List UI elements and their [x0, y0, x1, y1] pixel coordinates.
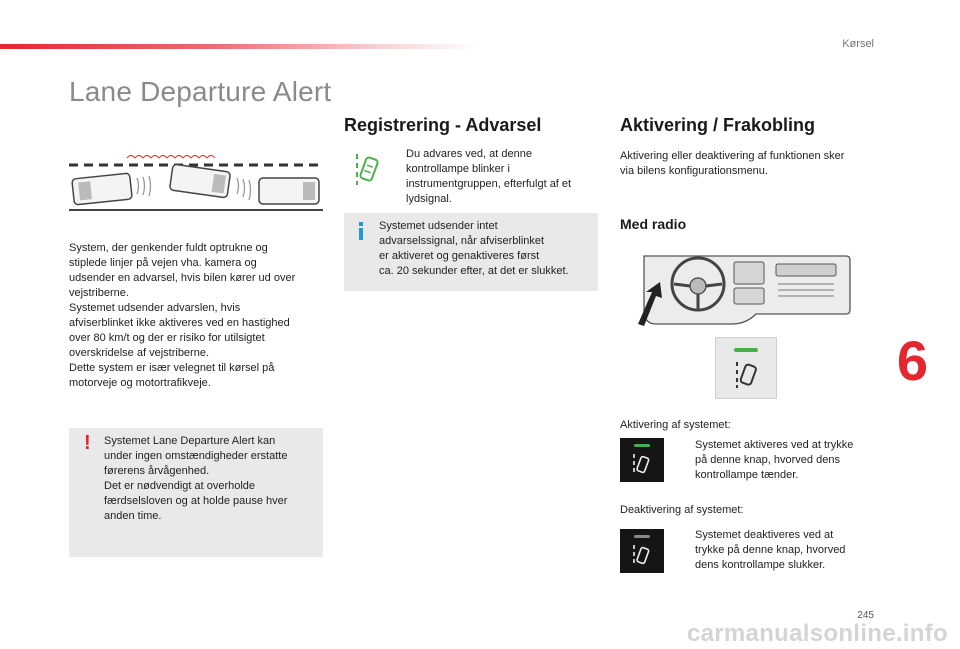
text-line: kontrollampe blinker i: [406, 163, 510, 175]
text-line: dens kontrollampe slukker.: [695, 559, 826, 571]
text-line: Du advares ved, at denne: [406, 148, 532, 160]
page-title: Lane Departure Alert: [69, 76, 332, 107]
text-line: ca. 20 sekunder efter, at det er slukket.: [379, 265, 569, 277]
deactivation-text: [695, 528, 885, 573]
text-line: instrumentgruppen, efterfulgt af et: [406, 178, 572, 190]
text-line: Systemet aktiveres ved at trykke: [695, 439, 854, 451]
lane-departure-illustration: [67, 148, 325, 212]
text-line: stiplede linjer på vejen vha. kamera og: [69, 257, 257, 269]
section-title: Kørsel: [842, 38, 874, 50]
text-line: førerens årvågenhed.: [104, 465, 210, 477]
activation-intro: [620, 149, 880, 179]
lamp-indicator-on: [734, 348, 758, 352]
text-line: færdselsloven og at holde pause hver: [104, 495, 288, 507]
text-line: via bilens konfigurationsmenu.: [620, 165, 768, 177]
text-line: Systemet udsender intet: [379, 220, 498, 232]
text-line: Det er nødvendigt at overholde: [104, 480, 256, 492]
activation-heading: Aktivering / Frakobling: [620, 115, 816, 135]
radio-subheading: Med radio: [620, 216, 687, 232]
lane-departure-icon: [632, 453, 652, 475]
text-line: Systemet Lane Departure Alert kan: [104, 435, 276, 447]
warning-icon: !: [84, 432, 91, 454]
activation-button-on: [620, 438, 664, 482]
page-number: 245: [857, 610, 874, 621]
warning-text: [104, 434, 318, 524]
intro-text: [69, 241, 331, 391]
lamp-indicator-off: [634, 535, 650, 538]
text-line: overskridelse af vejstriberne.: [69, 347, 210, 359]
text-line: trykke på denne knap, hvorved: [695, 544, 846, 556]
text-line: på denne knap, hvorved dens: [695, 454, 840, 466]
deactivation-label: Deaktivering af systemet:: [620, 504, 744, 516]
dashboard-illustration: [636, 252, 852, 328]
chapter-number: 6: [896, 329, 928, 392]
info-text: [379, 219, 595, 279]
text-line: System, der genkender fuldt optrukne og: [69, 242, 268, 254]
activation-label: Aktivering af systemet:: [620, 419, 731, 431]
text-line: vejstriberne.: [69, 287, 129, 299]
header-accent-bar: [0, 44, 480, 49]
lane-departure-lamp-icon: [354, 152, 382, 186]
watermark: carmanualsonline.info: [686, 620, 948, 647]
warning-waves: [127, 156, 215, 159]
detection-heading: Registrering - Advarsel: [344, 115, 542, 135]
text-line: advarselssignal, når afviserblinket: [379, 235, 545, 247]
lamp-indicator-on: [634, 444, 650, 447]
text-line: lydsignal.: [406, 193, 452, 205]
activation-text: [695, 438, 885, 483]
text-line: udsender en advarsel, hvis bilen kører ud over: [69, 272, 296, 284]
button-closeup: [715, 337, 777, 399]
van-icon: [259, 178, 319, 204]
text-line: anden time.: [104, 510, 162, 522]
info-icon: [355, 222, 367, 240]
text-line: Dette system er især velegnet til kørsel på: [69, 362, 275, 374]
van-icon: [72, 173, 132, 205]
lane-departure-icon: [632, 544, 652, 566]
text-line: Systemet udsender advarslen, hvis: [69, 302, 241, 314]
alert-description: [406, 147, 596, 207]
activation-button-off: [620, 529, 664, 573]
text-line: Systemet deaktiveres ved at: [695, 529, 834, 541]
text-line: afviserblinket ikke aktiveres ved en hastighed: [69, 317, 290, 329]
van-icon: [169, 164, 230, 198]
text-line: kontrollampe tænder.: [695, 469, 799, 481]
text-line: under ingen omstændigheder erstatte: [104, 450, 288, 462]
text-line: Aktivering eller deaktivering af funktionen sker: [620, 150, 845, 162]
text-line: over 80 km/t og der er risiko for utilsigtet: [69, 332, 265, 344]
text-line: er aktiveret og genaktiveres først: [379, 250, 540, 262]
text-line: motorveje og motortrafikveje.: [69, 377, 211, 389]
lane-departure-icon: [734, 360, 760, 388]
